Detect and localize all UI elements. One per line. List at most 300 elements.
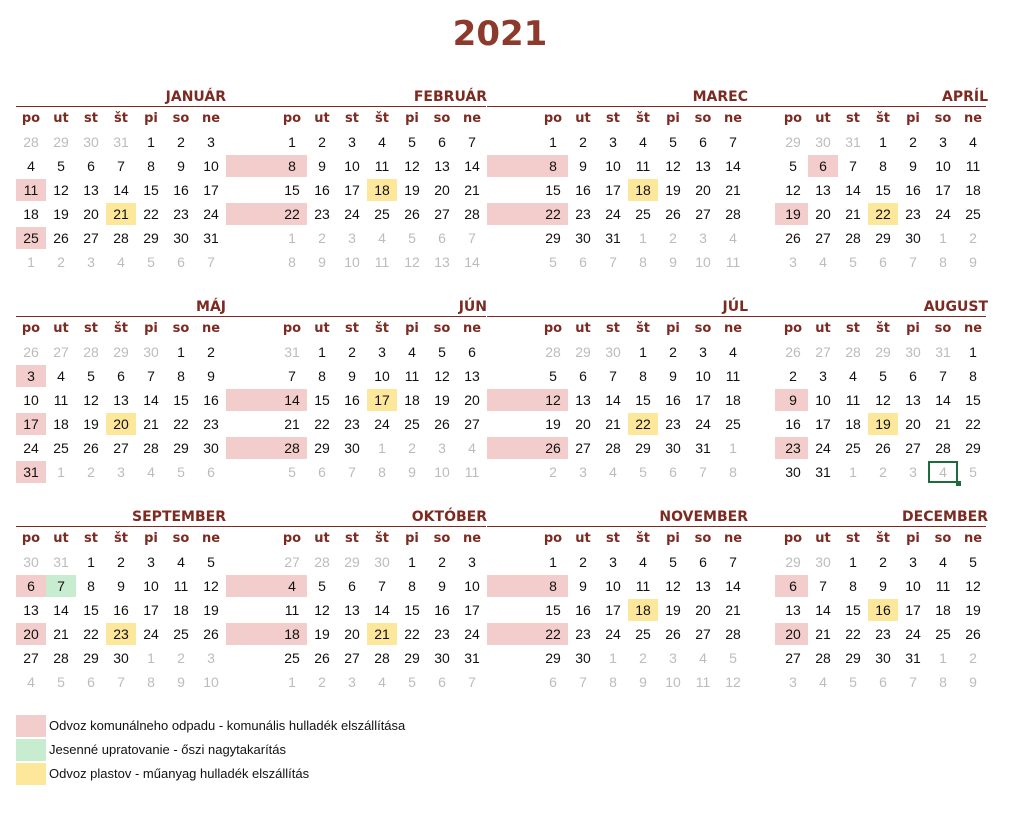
other-month-day-cell[interactable]: 1 [729, 440, 737, 456]
day-cell-komunalny[interactable]: 8 [277, 155, 307, 177]
other-month-day-cell[interactable]: 6 [579, 254, 587, 270]
day-cell[interactable]: 30 [665, 440, 681, 456]
day-cell[interactable]: 31 [905, 650, 921, 666]
day-cell[interactable]: 30 [203, 440, 219, 456]
day-cell-plasty[interactable]: 17 [367, 389, 397, 411]
day-cell[interactable]: 10 [23, 392, 39, 408]
other-month-day-cell[interactable]: 3 [669, 650, 677, 666]
other-month-day-cell[interactable]: 8 [147, 674, 155, 690]
other-month-day-cell[interactable]: 2 [318, 674, 326, 690]
other-month-day-cell[interactable]: 14 [464, 254, 480, 270]
day-cell[interactable]: 7 [147, 368, 155, 384]
day-cell[interactable]: 7 [288, 368, 296, 384]
day-cell[interactable]: 19 [404, 182, 420, 198]
day-cell[interactable]: 8 [87, 578, 95, 594]
day-cell[interactable]: 30 [785, 464, 801, 480]
day-cell[interactable]: 15 [284, 182, 300, 198]
day-cell[interactable]: 24 [605, 206, 621, 222]
day-cell[interactable]: 7 [378, 578, 386, 594]
day-cell[interactable]: 12 [434, 368, 450, 384]
day-cell[interactable]: 9 [207, 368, 215, 384]
day-cell[interactable]: 10 [605, 158, 621, 174]
day-cell[interactable]: 27 [434, 206, 450, 222]
other-month-day-cell[interactable]: 31 [53, 554, 69, 570]
day-cell[interactable]: 9 [348, 368, 356, 384]
day-cell[interactable]: 13 [815, 182, 831, 198]
day-cell[interactable]: 1 [408, 554, 416, 570]
day-cell[interactable]: 22 [404, 626, 420, 642]
day-cell[interactable]: 26 [434, 416, 450, 432]
day-cell[interactable]: 13 [23, 602, 39, 618]
day-cell[interactable]: 31 [203, 230, 219, 246]
day-cell[interactable]: 13 [464, 368, 480, 384]
other-month-day-cell[interactable]: 6 [87, 674, 95, 690]
day-cell[interactable]: 26 [314, 650, 330, 666]
other-month-day-cell[interactable]: 2 [87, 464, 95, 480]
day-cell[interactable]: 9 [579, 158, 587, 174]
day-cell[interactable]: 21 [935, 416, 951, 432]
day-cell[interactable]: 2 [909, 134, 917, 150]
day-cell[interactable]: 29 [545, 650, 561, 666]
day-cell[interactable]: 25 [173, 626, 189, 642]
day-cell[interactable]: 25 [404, 416, 420, 432]
day-cell[interactable]: 1 [288, 134, 296, 150]
other-month-day-cell[interactable]: 6 [549, 674, 557, 690]
day-cell[interactable]: 12 [404, 158, 420, 174]
day-cell[interactable]: 17 [203, 182, 219, 198]
day-cell[interactable]: 16 [314, 182, 330, 198]
day-cell[interactable]: 21 [815, 626, 831, 642]
day-cell[interactable]: 22 [845, 626, 861, 642]
day-cell[interactable]: 3 [468, 554, 476, 570]
day-cell[interactable]: 12 [785, 182, 801, 198]
day-cell-komunalny[interactable]: 22 [538, 623, 568, 645]
other-month-day-cell[interactable]: 12 [404, 254, 420, 270]
other-month-day-cell[interactable]: 13 [434, 254, 450, 270]
selected-cell[interactable]: 4 [928, 461, 958, 483]
day-cell[interactable]: 23 [203, 416, 219, 432]
day-cell[interactable]: 14 [374, 602, 390, 618]
day-cell[interactable]: 8 [879, 158, 887, 174]
day-cell[interactable]: 21 [845, 206, 861, 222]
day-cell-komunalny[interactable]: 8 [538, 155, 568, 177]
day-cell[interactable]: 10 [905, 578, 921, 594]
day-cell[interactable]: 6 [909, 368, 917, 384]
other-month-day-cell[interactable]: 28 [83, 344, 99, 360]
other-month-day-cell[interactable]: 5 [57, 674, 65, 690]
other-month-day-cell[interactable]: 6 [177, 254, 185, 270]
day-cell[interactable]: 8 [408, 578, 416, 594]
day-cell[interactable]: 14 [845, 182, 861, 198]
day-cell[interactable]: 24 [905, 626, 921, 642]
day-cell[interactable]: 13 [113, 392, 129, 408]
day-cell[interactable]: 28 [725, 626, 741, 642]
day-cell[interactable]: 13 [434, 158, 450, 174]
day-cell[interactable]: 4 [639, 554, 647, 570]
day-cell[interactable]: 26 [203, 626, 219, 642]
day-cell[interactable]: 18 [173, 602, 189, 618]
other-month-day-cell[interactable]: 4 [27, 674, 35, 690]
day-cell[interactable]: 24 [464, 626, 480, 642]
other-month-day-cell[interactable]: 7 [468, 230, 476, 246]
day-cell[interactable]: 2 [117, 554, 125, 570]
day-cell[interactable]: 16 [173, 182, 189, 198]
day-cell[interactable]: 21 [725, 182, 741, 198]
day-cell[interactable]: 31 [605, 230, 621, 246]
day-cell[interactable]: 16 [113, 602, 129, 618]
day-cell[interactable]: 10 [464, 578, 480, 594]
other-month-day-cell[interactable]: 9 [639, 674, 647, 690]
day-cell[interactable]: 18 [845, 416, 861, 432]
day-cell[interactable]: 29 [314, 440, 330, 456]
day-cell[interactable]: 21 [605, 416, 621, 432]
other-month-day-cell[interactable]: 2 [969, 230, 977, 246]
day-cell[interactable]: 29 [635, 440, 651, 456]
day-cell[interactable]: 11 [845, 392, 861, 408]
other-month-day-cell[interactable]: 2 [879, 464, 887, 480]
other-month-day-cell[interactable]: 8 [939, 254, 947, 270]
day-cell[interactable]: 8 [849, 578, 857, 594]
day-cell[interactable]: 25 [53, 440, 69, 456]
day-cell[interactable]: 12 [875, 392, 891, 408]
other-month-day-cell[interactable]: 28 [845, 344, 861, 360]
day-cell[interactable]: 4 [969, 134, 977, 150]
other-month-day-cell[interactable]: 2 [57, 254, 65, 270]
day-cell[interactable]: 24 [605, 626, 621, 642]
day-cell[interactable]: 3 [207, 134, 215, 150]
day-cell[interactable]: 29 [965, 440, 981, 456]
other-month-day-cell[interactable]: 4 [609, 464, 617, 480]
day-cell[interactable]: 1 [549, 134, 557, 150]
day-cell[interactable]: 16 [575, 602, 591, 618]
day-cell[interactable]: 2 [789, 368, 797, 384]
other-month-day-cell[interactable]: 30 [374, 554, 390, 570]
day-cell-komunalny[interactable]: 18 [277, 623, 307, 645]
day-cell[interactable]: 17 [143, 602, 159, 618]
day-cell[interactable]: 2 [207, 344, 215, 360]
day-cell[interactable]: 12 [314, 602, 330, 618]
day-cell[interactable]: 27 [23, 650, 39, 666]
other-month-day-cell[interactable]: 6 [669, 464, 677, 480]
day-cell[interactable]: 9 [117, 578, 125, 594]
other-month-day-cell[interactable]: 4 [819, 254, 827, 270]
other-month-day-cell[interactable]: 1 [57, 464, 65, 480]
other-month-day-cell[interactable]: 1 [609, 650, 617, 666]
day-cell[interactable]: 14 [725, 578, 741, 594]
day-cell[interactable]: 7 [729, 554, 737, 570]
day-cell[interactable]: 30 [434, 650, 450, 666]
other-month-day-cell[interactable]: 7 [909, 674, 917, 690]
other-month-day-cell[interactable]: 10 [203, 674, 219, 690]
day-cell[interactable]: 4 [27, 158, 35, 174]
day-cell-komunalny[interactable]: 23 [778, 437, 808, 459]
day-cell[interactable]: 20 [464, 392, 480, 408]
day-cell[interactable]: 17 [605, 602, 621, 618]
day-cell[interactable]: 28 [143, 440, 159, 456]
other-month-day-cell[interactable]: 2 [318, 230, 326, 246]
other-month-day-cell[interactable]: 7 [117, 674, 125, 690]
day-cell[interactable]: 26 [665, 206, 681, 222]
other-month-day-cell[interactable]: 30 [605, 344, 621, 360]
day-cell[interactable]: 29 [545, 230, 561, 246]
day-cell[interactable]: 15 [965, 392, 981, 408]
day-cell[interactable]: 2 [348, 344, 356, 360]
day-cell[interactable]: 27 [575, 440, 591, 456]
day-cell[interactable]: 20 [905, 416, 921, 432]
day-cell[interactable]: 16 [434, 602, 450, 618]
other-month-day-cell[interactable]: 9 [408, 464, 416, 480]
other-month-day-cell[interactable]: 2 [639, 650, 647, 666]
day-cell[interactable]: 21 [464, 182, 480, 198]
day-cell[interactable]: 9 [177, 158, 185, 174]
day-cell[interactable]: 1 [969, 344, 977, 360]
other-month-day-cell[interactable]: 3 [789, 674, 797, 690]
day-cell[interactable]: 11 [404, 368, 420, 384]
day-cell[interactable]: 25 [965, 206, 981, 222]
other-month-day-cell[interactable]: 29 [785, 134, 801, 150]
day-cell-plasty[interactable]: 19 [868, 413, 898, 435]
other-month-day-cell[interactable]: 2 [549, 464, 557, 480]
other-month-day-cell[interactable]: 28 [545, 344, 561, 360]
day-cell[interactable]: 26 [665, 626, 681, 642]
day-cell[interactable]: 24 [23, 440, 39, 456]
day-cell-plasty[interactable]: 21 [367, 623, 397, 645]
day-cell[interactable]: 15 [545, 602, 561, 618]
day-cell[interactable]: 26 [875, 440, 891, 456]
day-cell-komunalny[interactable]: 8 [538, 575, 568, 597]
day-cell[interactable]: 13 [344, 602, 360, 618]
day-cell[interactable]: 11 [965, 158, 981, 174]
day-cell[interactable]: 25 [845, 440, 861, 456]
day-cell[interactable]: 8 [639, 368, 647, 384]
other-month-day-cell[interactable]: 9 [177, 674, 185, 690]
other-month-day-cell[interactable]: 8 [729, 464, 737, 480]
day-cell-plasty[interactable]: 16 [868, 599, 898, 621]
day-cell[interactable]: 25 [935, 626, 951, 642]
day-cell[interactable]: 5 [879, 368, 887, 384]
day-cell[interactable]: 15 [143, 182, 159, 198]
day-cell-plasty[interactable]: 21 [106, 203, 136, 225]
day-cell[interactable]: 19 [665, 602, 681, 618]
day-cell[interactable]: 28 [374, 650, 390, 666]
day-cell[interactable]: 12 [83, 392, 99, 408]
other-month-day-cell[interactable]: 9 [318, 254, 326, 270]
day-cell[interactable]: 11 [935, 578, 951, 594]
day-cell[interactable]: 28 [935, 440, 951, 456]
other-month-day-cell[interactable]: 30 [83, 134, 99, 150]
day-cell[interactable]: 17 [464, 602, 480, 618]
day-cell[interactable]: 28 [845, 230, 861, 246]
day-cell[interactable]: 21 [143, 416, 159, 432]
day-cell[interactable]: 27 [815, 230, 831, 246]
day-cell[interactable]: 8 [177, 368, 185, 384]
day-cell[interactable]: 4 [57, 368, 65, 384]
other-month-day-cell[interactable]: 31 [284, 344, 300, 360]
day-cell[interactable]: 16 [665, 392, 681, 408]
other-month-day-cell[interactable]: 11 [695, 674, 711, 690]
other-month-day-cell[interactable]: 29 [575, 344, 591, 360]
day-cell[interactable]: 5 [318, 578, 326, 594]
day-cell-komunalny[interactable]: 31 [16, 461, 46, 483]
day-cell[interactable]: 16 [905, 182, 921, 198]
day-cell-komunalny[interactable]: 19 [778, 203, 808, 225]
day-cell[interactable]: 19 [83, 416, 99, 432]
day-cell[interactable]: 3 [147, 554, 155, 570]
day-cell[interactable]: 24 [815, 440, 831, 456]
day-cell[interactable]: 12 [665, 578, 681, 594]
day-cell[interactable]: 17 [905, 602, 921, 618]
other-month-day-cell[interactable]: 11 [464, 464, 480, 480]
other-month-day-cell[interactable]: 8 [609, 674, 617, 690]
day-cell[interactable]: 18 [404, 392, 420, 408]
day-cell[interactable]: 24 [935, 206, 951, 222]
day-cell[interactable]: 23 [575, 626, 591, 642]
other-month-day-cell[interactable]: 4 [147, 464, 155, 480]
day-cell[interactable]: 23 [314, 206, 330, 222]
day-cell[interactable]: 29 [875, 230, 891, 246]
other-month-day-cell[interactable]: 5 [288, 464, 296, 480]
day-cell[interactable]: 4 [849, 368, 857, 384]
other-month-day-cell[interactable]: 4 [729, 230, 737, 246]
day-cell[interactable]: 8 [147, 158, 155, 174]
other-month-day-cell[interactable]: 1 [939, 230, 947, 246]
other-month-day-cell[interactable]: 6 [438, 674, 446, 690]
other-month-day-cell[interactable]: 11 [374, 254, 390, 270]
day-cell-plasty[interactable]: 23 [106, 623, 136, 645]
day-cell[interactable]: 3 [939, 134, 947, 150]
day-cell[interactable]: 11 [635, 158, 651, 174]
other-month-day-cell[interactable]: 7 [468, 674, 476, 690]
other-month-day-cell[interactable]: 1 [27, 254, 35, 270]
other-month-day-cell[interactable]: 10 [665, 674, 681, 690]
day-cell[interactable]: 12 [965, 578, 981, 594]
day-cell[interactable]: 29 [845, 650, 861, 666]
day-cell[interactable]: 25 [725, 416, 741, 432]
day-cell[interactable]: 28 [725, 206, 741, 222]
other-month-day-cell[interactable]: 5 [849, 674, 857, 690]
day-cell[interactable]: 9 [879, 578, 887, 594]
day-cell[interactable]: 12 [203, 578, 219, 594]
day-cell[interactable]: 27 [83, 230, 99, 246]
other-month-day-cell[interactable]: 7 [207, 254, 215, 270]
day-cell[interactable]: 3 [348, 134, 356, 150]
other-month-day-cell[interactable]: 1 [288, 230, 296, 246]
day-cell[interactable]: 16 [344, 392, 360, 408]
day-cell-plasty[interactable]: 18 [367, 179, 397, 201]
day-cell[interactable]: 4 [939, 554, 947, 570]
other-month-day-cell[interactable]: 10 [344, 254, 360, 270]
day-cell-komunalny[interactable]: 14 [277, 389, 307, 411]
other-month-day-cell[interactable]: 5 [147, 254, 155, 270]
day-cell[interactable]: 11 [635, 578, 651, 594]
day-cell[interactable]: 19 [434, 392, 450, 408]
day-cell[interactable]: 27 [464, 416, 480, 432]
day-cell[interactable]: 15 [83, 602, 99, 618]
other-month-day-cell[interactable]: 30 [905, 344, 921, 360]
day-cell[interactable]: 6 [699, 554, 707, 570]
day-cell-plasty[interactable]: 20 [106, 413, 136, 435]
day-cell[interactable]: 10 [605, 578, 621, 594]
day-cell[interactable]: 11 [374, 158, 390, 174]
day-cell[interactable]: 2 [669, 344, 677, 360]
day-cell[interactable]: 2 [177, 134, 185, 150]
day-cell[interactable]: 3 [699, 344, 707, 360]
day-cell-komunalny[interactable]: 20 [16, 623, 46, 645]
day-cell[interactable]: 4 [729, 344, 737, 360]
day-cell[interactable]: 28 [53, 650, 69, 666]
other-month-day-cell[interactable]: 5 [177, 464, 185, 480]
other-month-day-cell[interactable]: 4 [699, 650, 707, 666]
day-cell[interactable]: 22 [143, 206, 159, 222]
day-cell[interactable]: 24 [374, 416, 390, 432]
day-cell[interactable]: 30 [344, 440, 360, 456]
day-cell[interactable]: 20 [83, 206, 99, 222]
day-cell[interactable]: 9 [579, 578, 587, 594]
day-cell[interactable]: 6 [579, 368, 587, 384]
day-cell[interactable]: 5 [408, 134, 416, 150]
day-cell[interactable]: 15 [404, 602, 420, 618]
day-cell[interactable]: 12 [665, 158, 681, 174]
day-cell[interactable]: 6 [117, 368, 125, 384]
day-cell[interactable]: 15 [314, 392, 330, 408]
day-cell[interactable]: 17 [815, 416, 831, 432]
other-month-day-cell[interactable]: 8 [639, 254, 647, 270]
day-cell[interactable]: 5 [669, 554, 677, 570]
day-cell[interactable]: 4 [408, 344, 416, 360]
day-cell[interactable]: 19 [665, 182, 681, 198]
day-cell[interactable]: 27 [695, 206, 711, 222]
day-cell[interactable]: 23 [173, 206, 189, 222]
day-cell[interactable]: 13 [83, 182, 99, 198]
day-cell[interactable]: 22 [83, 626, 99, 642]
other-month-day-cell[interactable]: 6 [879, 254, 887, 270]
other-month-day-cell[interactable]: 6 [438, 230, 446, 246]
day-cell[interactable]: 1 [318, 344, 326, 360]
day-cell[interactable]: 8 [318, 368, 326, 384]
day-cell[interactable]: 24 [695, 416, 711, 432]
day-cell[interactable]: 10 [374, 368, 390, 384]
day-cell[interactable]: 3 [378, 344, 386, 360]
other-month-day-cell[interactable]: 9 [669, 254, 677, 270]
day-cell[interactable]: 2 [318, 134, 326, 150]
day-cell[interactable]: 16 [203, 392, 219, 408]
day-cell[interactable]: 26 [965, 626, 981, 642]
day-cell-upratovanie[interactable]: 7 [46, 575, 76, 597]
day-cell[interactable]: 13 [575, 392, 591, 408]
day-cell[interactable]: 18 [965, 182, 981, 198]
day-cell[interactable]: 23 [434, 626, 450, 642]
other-month-day-cell[interactable]: 1 [288, 674, 296, 690]
day-cell[interactable]: 20 [344, 626, 360, 642]
day-cell[interactable]: 19 [965, 602, 981, 618]
day-cell[interactable]: 26 [53, 230, 69, 246]
other-month-day-cell[interactable]: 8 [288, 254, 296, 270]
day-cell[interactable]: 20 [815, 206, 831, 222]
day-cell[interactable]: 20 [434, 182, 450, 198]
day-cell[interactable]: 10 [695, 368, 711, 384]
day-cell[interactable]: 5 [87, 368, 95, 384]
day-cell[interactable]: 23 [665, 416, 681, 432]
other-month-day-cell[interactable]: 11 [725, 254, 741, 270]
day-cell[interactable]: 30 [575, 230, 591, 246]
other-month-day-cell[interactable]: 27 [53, 344, 69, 360]
day-cell[interactable]: 1 [639, 344, 647, 360]
day-cell[interactable]: 16 [575, 182, 591, 198]
other-month-day-cell[interactable]: 28 [314, 554, 330, 570]
day-cell[interactable]: 22 [314, 416, 330, 432]
day-cell-komunalny[interactable]: 11 [16, 179, 46, 201]
other-month-day-cell[interactable]: 30 [815, 554, 831, 570]
